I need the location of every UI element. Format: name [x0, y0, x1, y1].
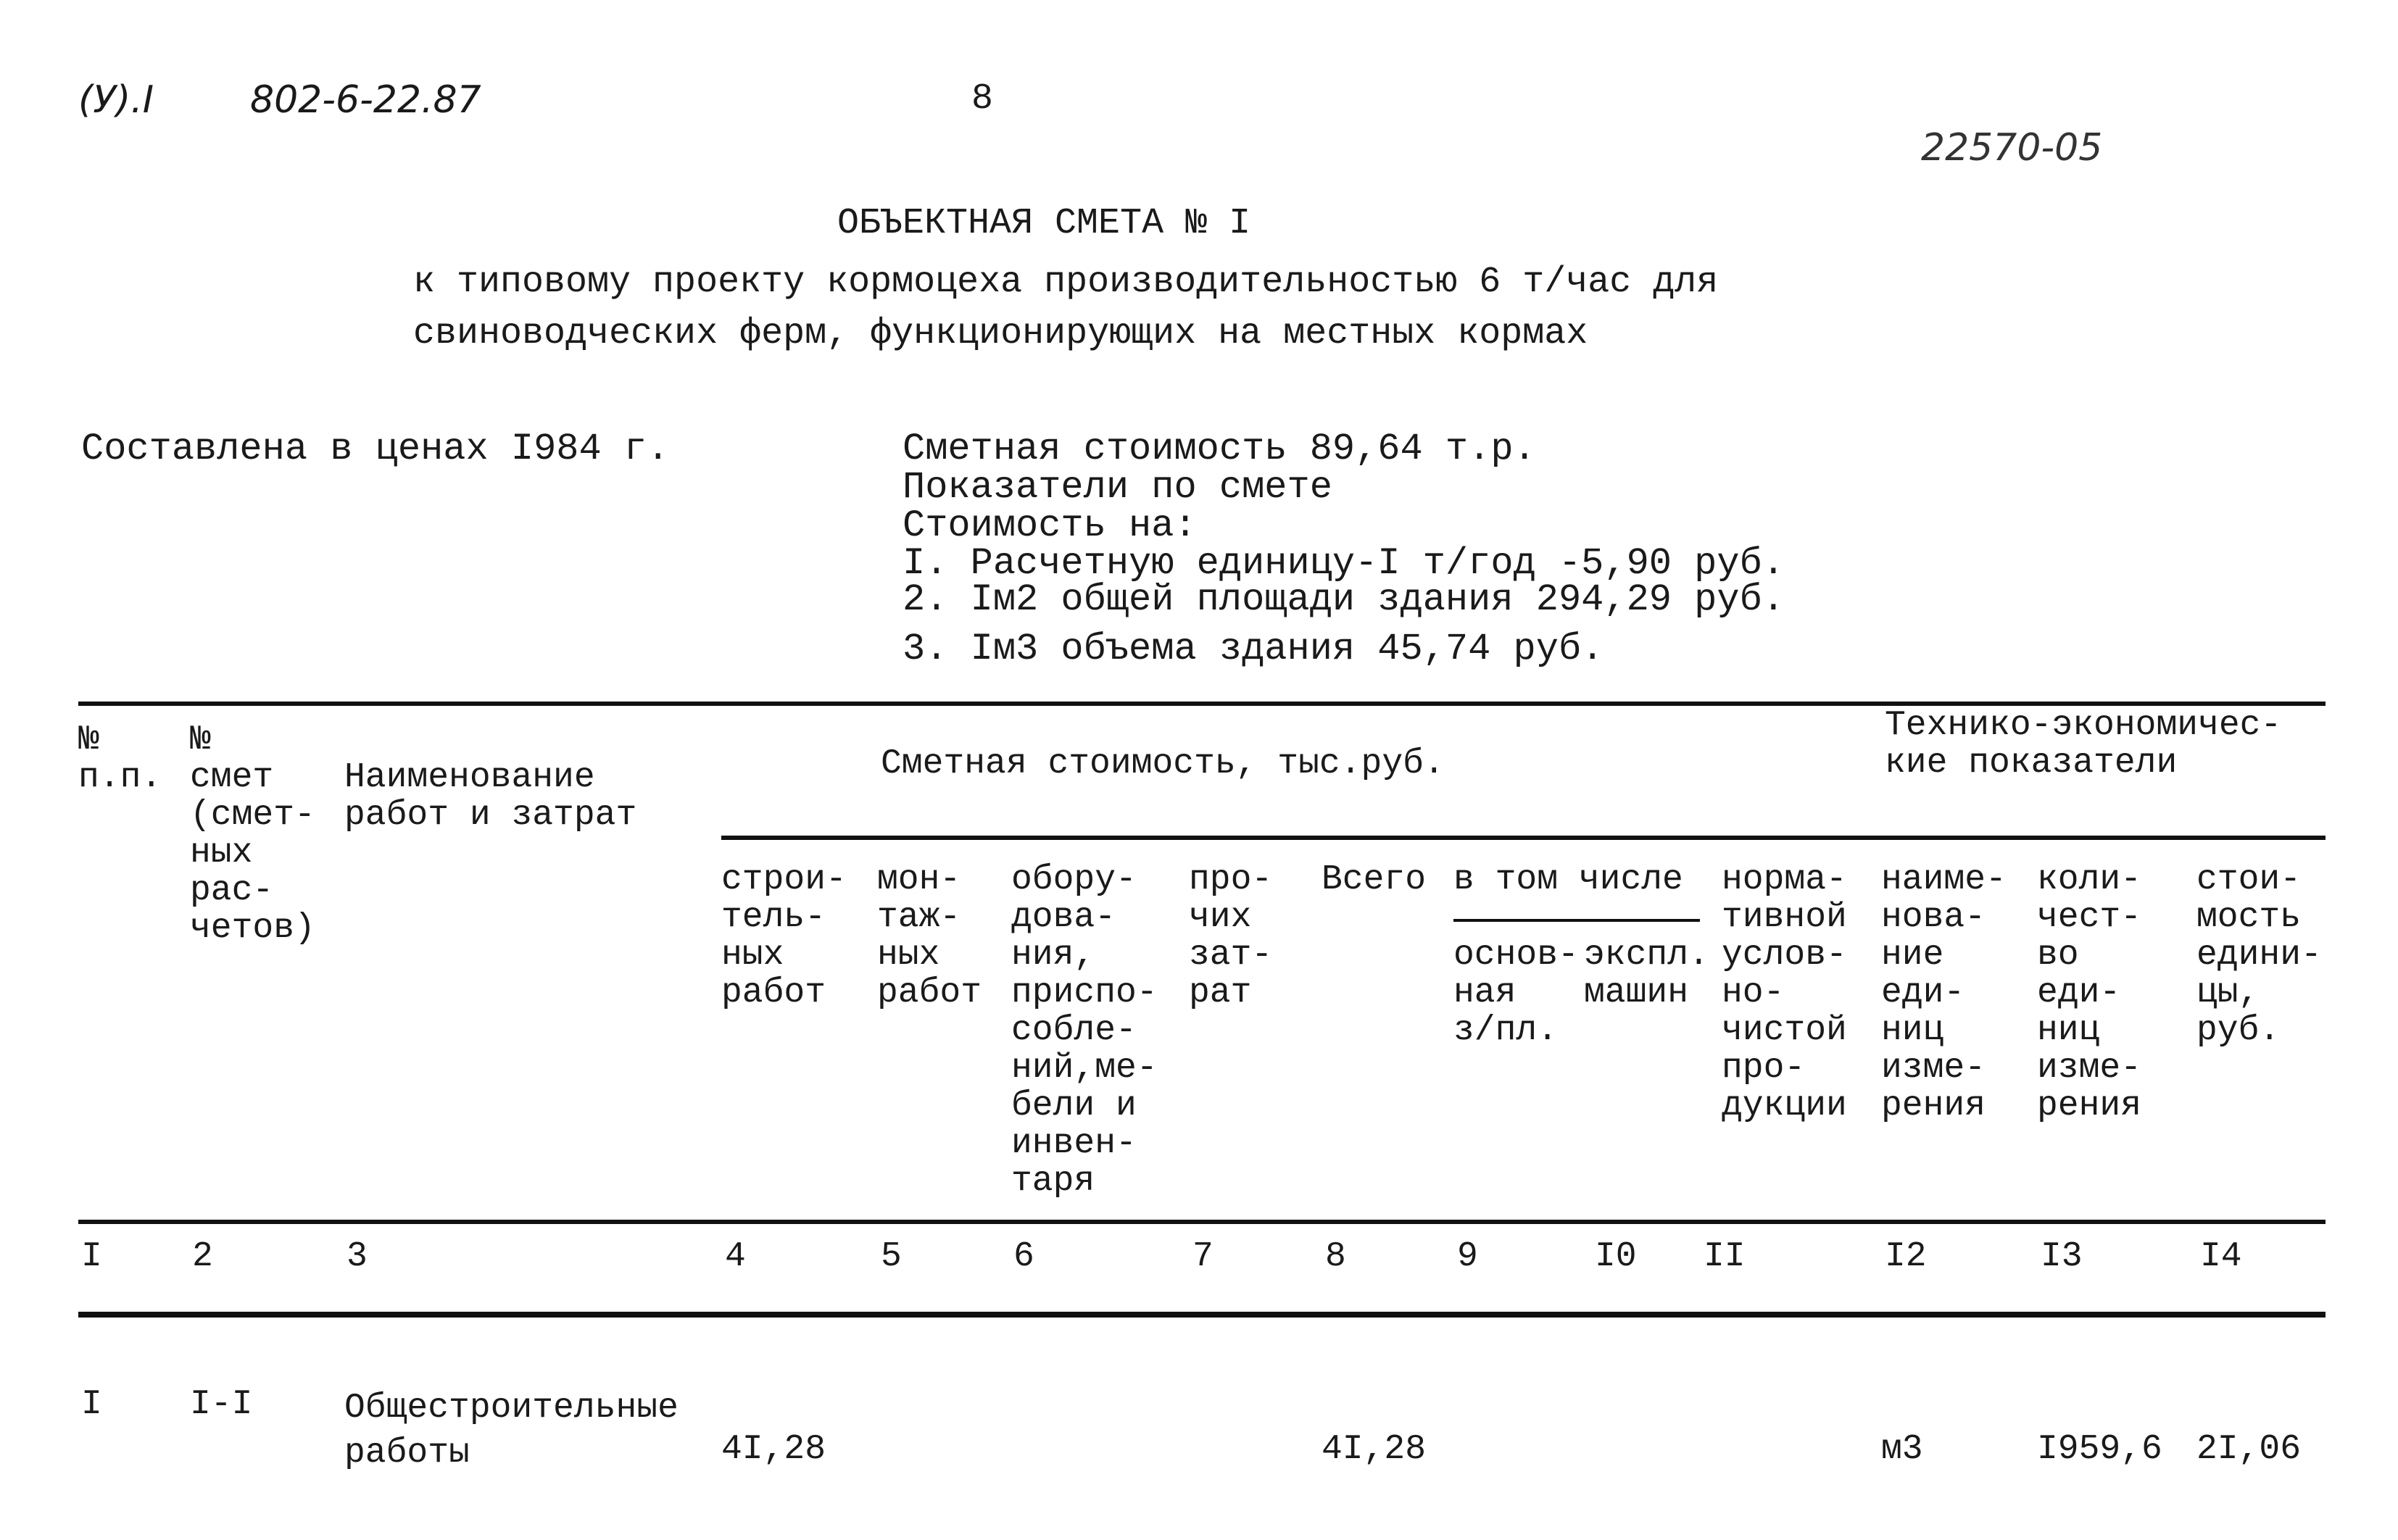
header-equipment: обору- дова- ния, приспо- собле- ний,ме- бели и инвен- таря [1011, 860, 1158, 1201]
column-number: 4 [725, 1237, 746, 1276]
table-header-bottom-rule [78, 1220, 2326, 1224]
header-including: в том числе [1453, 860, 1683, 899]
estimated-cost: Сметная стоимость 89,64 т.р. [903, 428, 1536, 470]
column-number: 7 [1192, 1237, 1213, 1276]
column-number: 3 [347, 1237, 368, 1276]
indicator-item-2: 2. Iм2 общей площади здания 294,29 руб. [903, 578, 1785, 621]
column-number: 9 [1457, 1237, 1478, 1276]
row-number: I [81, 1385, 102, 1424]
column-number: I [81, 1237, 102, 1276]
header-unit-cost: стои- мость едини- цы, руб. [2196, 860, 2322, 1050]
header-group-estimated-cost: Сметная стоимость, тыс.руб. [881, 744, 1445, 783]
header-work-name: Наименование работ и затрат [344, 758, 637, 835]
header-other-costs: про- чих зат- рат [1189, 860, 1273, 1012]
header-row-number: № п.п. [78, 720, 162, 797]
indicator-item-3: 3. Iм3 объема здания 45,74 руб. [903, 628, 1604, 670]
column-number: 5 [881, 1237, 902, 1276]
column-number: I0 [1595, 1237, 1637, 1276]
document-title: ОБЪЕКТНАЯ СМЕТА № I [837, 203, 1251, 244]
header-base-salary: основ- ная з/пл. [1453, 936, 1579, 1050]
series-prefix: (У).I [78, 78, 154, 122]
header-unit-quantity: коли- чест- во еди- ниц изме- рения [2037, 860, 2142, 1125]
header-group-tech-indicators: Технико-экономичес- кие показатели [1885, 706, 2282, 783]
row-total-cost: 4I,28 [1322, 1430, 1427, 1469]
column-numbers-bottom-rule [78, 1312, 2326, 1318]
series-code: 802-6-22.87 [250, 78, 481, 122]
header-net-output: норма- тивной услов- но- чистой про- дукции [1722, 860, 1847, 1125]
row-quantity: I959,6 [2037, 1430, 2162, 1469]
header-machine-operation: экспл. машин [1584, 936, 1709, 1012]
document-subtitle-line-2: свиноводческих ферм, функционирующих на местных кормах [413, 313, 1588, 354]
incl-subgroup-rule [1453, 919, 1700, 922]
column-number: I3 [2041, 1237, 2083, 1276]
header-total: Всего [1322, 860, 1427, 899]
indicator-item-1: I. Расчетную единицу-I т/год -5,90 руб. [903, 542, 1785, 585]
column-number: II [1704, 1237, 1746, 1276]
price-basis: Составлена в ценах I984 г. [81, 428, 670, 470]
header-installation-works: мон- таж- ных работ [877, 860, 982, 1012]
header-unit-name: наиме- нова- ние еди- ниц изме- рения [1881, 860, 2007, 1125]
document-subtitle-line-1: к типовому проекту кормоцеха производительностью 6 т/час для [413, 262, 1719, 303]
column-number: 2 [192, 1237, 213, 1276]
handwritten-number: 22570-05 [1921, 126, 2103, 170]
column-number: I2 [1885, 1237, 1927, 1276]
row-construction-cost: 4I,28 [721, 1430, 826, 1469]
table-subheader-rule [721, 836, 2326, 840]
page-number: 8 [971, 78, 994, 120]
cost-for-heading: Стоимость на: [903, 504, 1197, 547]
row-estimate-number: I-I [190, 1385, 253, 1424]
header-construction-works: строи- тель- ных работ [721, 860, 847, 1012]
row-unit-cost: 2I,06 [2196, 1430, 2302, 1469]
header-estimate-number: № смет (смет- ных рас- четов) [190, 720, 315, 948]
column-number: I4 [2200, 1237, 2242, 1276]
indicators-heading: Показатели по смете [903, 466, 1332, 509]
column-number: 8 [1325, 1237, 1346, 1276]
column-number: 6 [1013, 1237, 1034, 1276]
row-work-name: Общестроительные работы [344, 1389, 679, 1473]
row-unit: м3 [1881, 1430, 1923, 1469]
